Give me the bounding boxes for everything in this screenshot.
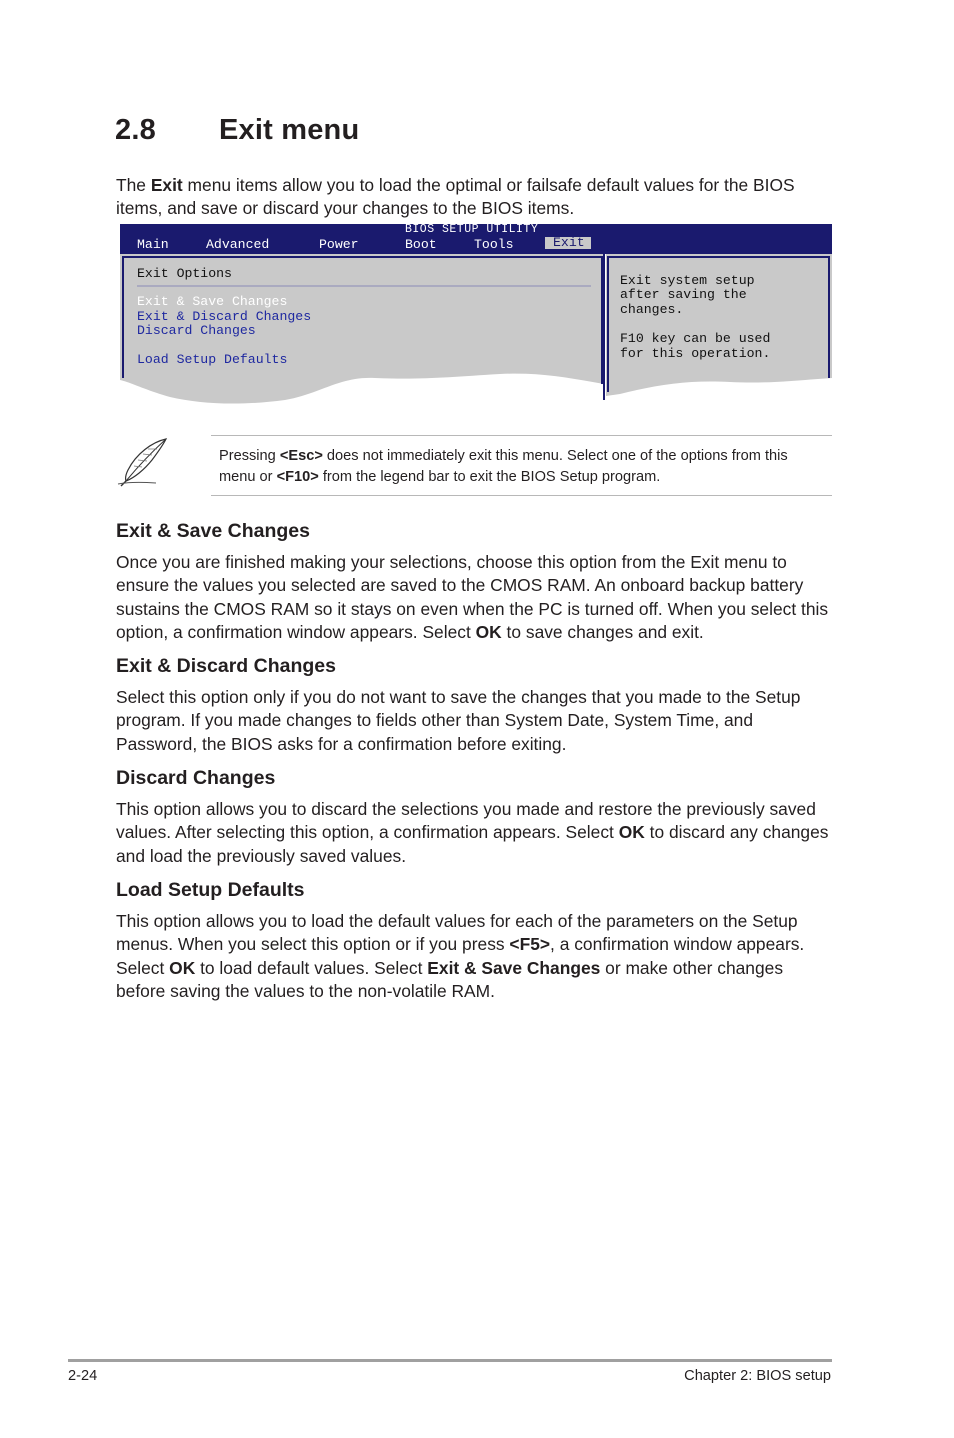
bios-menu-tools[interactable]: Tools xyxy=(474,237,514,252)
bios-menu-boot[interactable]: Boot xyxy=(405,237,437,252)
discard-text-2: to discard any changes and load the previously saved values. xyxy=(116,822,829,866)
exit-save-ok: OK xyxy=(475,621,502,642)
intro-paragraph xyxy=(116,174,836,221)
intro-bold: Exit xyxy=(150,175,183,195)
defaults-key-f5: <F5> xyxy=(509,934,551,955)
section-title-text: Exit menu xyxy=(219,114,360,146)
bios-option-discard[interactable]: Discard Changes xyxy=(137,323,256,338)
note-text-2: does not immediately exit this menu. Select one of the options from this menu or xyxy=(219,448,788,485)
bios-panel-heading: Exit Options xyxy=(137,266,232,281)
page-number: 2-24 xyxy=(68,1368,98,1384)
bios-option-load-defaults[interactable]: Load Setup Defaults xyxy=(137,352,288,367)
defaults-text-4: or make other changes before saving the values to the non-volatile RAM. xyxy=(116,957,784,1001)
bios-option-exit-save[interactable]: Exit & Save Changes xyxy=(137,294,288,309)
section-title xyxy=(115,114,359,147)
bios-help-line-6: for this operation. xyxy=(620,346,771,361)
heading-exit-discard: Exit & Discard Changes xyxy=(116,655,336,677)
bios-help-line-2: after saving the xyxy=(620,287,747,302)
defaults-text-2: , a confirmation window appears. Select xyxy=(116,934,805,978)
paragraph-exit-discard: Select this option only if you do not want to save the changes that you made to the Setup program. If you made changes to fields other than System Date, System Time, and Password, the BIOS asks for a confirmation before exiting. xyxy=(116,687,801,754)
note-text-3: from the legend bar to exit the BIOS Setup program. xyxy=(318,468,661,485)
exit-save-text-2: to save changes and exit. xyxy=(501,621,704,642)
note-rule-top xyxy=(211,435,832,436)
defaults-text-3: to load default values. Select xyxy=(195,957,428,978)
bios-menu-bar xyxy=(120,224,832,254)
bios-menu-advanced[interactable]: Advanced xyxy=(206,237,270,252)
bios-menu-main[interactable]: Main xyxy=(137,237,169,252)
defaults-text-1: This option allows you to load the default values for each of the parameters on the Setup menus. When you select this option or if you press xyxy=(116,911,798,955)
bios-menu-exit[interactable]: Exit xyxy=(545,237,591,249)
bios-title: BIOS SETUP UTILITY xyxy=(405,223,539,236)
bios-menu-power[interactable]: Power xyxy=(319,237,359,252)
footer-rule xyxy=(68,1359,832,1362)
intro-text: The xyxy=(116,175,151,195)
paragraph-exit-save xyxy=(116,551,836,644)
bios-option-exit-discard[interactable]: Exit & Discard Changes xyxy=(137,309,312,324)
note-key-f10: <F10> xyxy=(276,468,319,485)
bios-help-line-1: Exit system setup xyxy=(620,273,755,288)
discard-text: This option allows you to discard the selections you made and restore the previously saved values. After selecting this option, a confirmation appears. Select xyxy=(116,799,816,843)
heading-load-defaults: Load Setup Defaults xyxy=(116,879,305,901)
defaults-exit-save: Exit & Save Changes xyxy=(427,957,601,978)
exit-save-text: Once you are finished making your selections, choose this option from the Exit menu to ensure the values you selected are saved to the CMOS RAM. An onboard backup battery sustains the CMOS RAM so it stays on even when the PC is turned off. When you select this option, a confirmation window appears. Select xyxy=(116,552,829,642)
note-key-esc: <Esc> xyxy=(279,448,323,464)
note-rule-bottom xyxy=(211,495,832,496)
paragraph-load-defaults xyxy=(116,910,836,1003)
chapter-label: Chapter 2: BIOS setup xyxy=(684,1368,831,1384)
bios-help-line-5: F10 key can be used xyxy=(620,331,771,346)
defaults-ok: OK xyxy=(169,957,196,978)
bios-help-line-3: changes. xyxy=(620,302,684,317)
feather-pen-icon xyxy=(114,436,170,488)
bios-screenshot xyxy=(120,224,832,409)
heading-discard: Discard Changes xyxy=(116,767,276,789)
note-text-1: Pressing xyxy=(219,448,280,464)
heading-exit-save: Exit & Save Changes xyxy=(116,520,310,542)
note-text xyxy=(219,446,824,487)
section-number: 2.8 xyxy=(115,114,156,146)
intro-text-2: menu items allow you to load the optimal or failsafe default values for the BIOS items, and save or discard your changes to the BIOS items. xyxy=(116,175,795,219)
discard-ok: OK xyxy=(618,822,645,843)
paragraph-discard xyxy=(116,798,836,868)
